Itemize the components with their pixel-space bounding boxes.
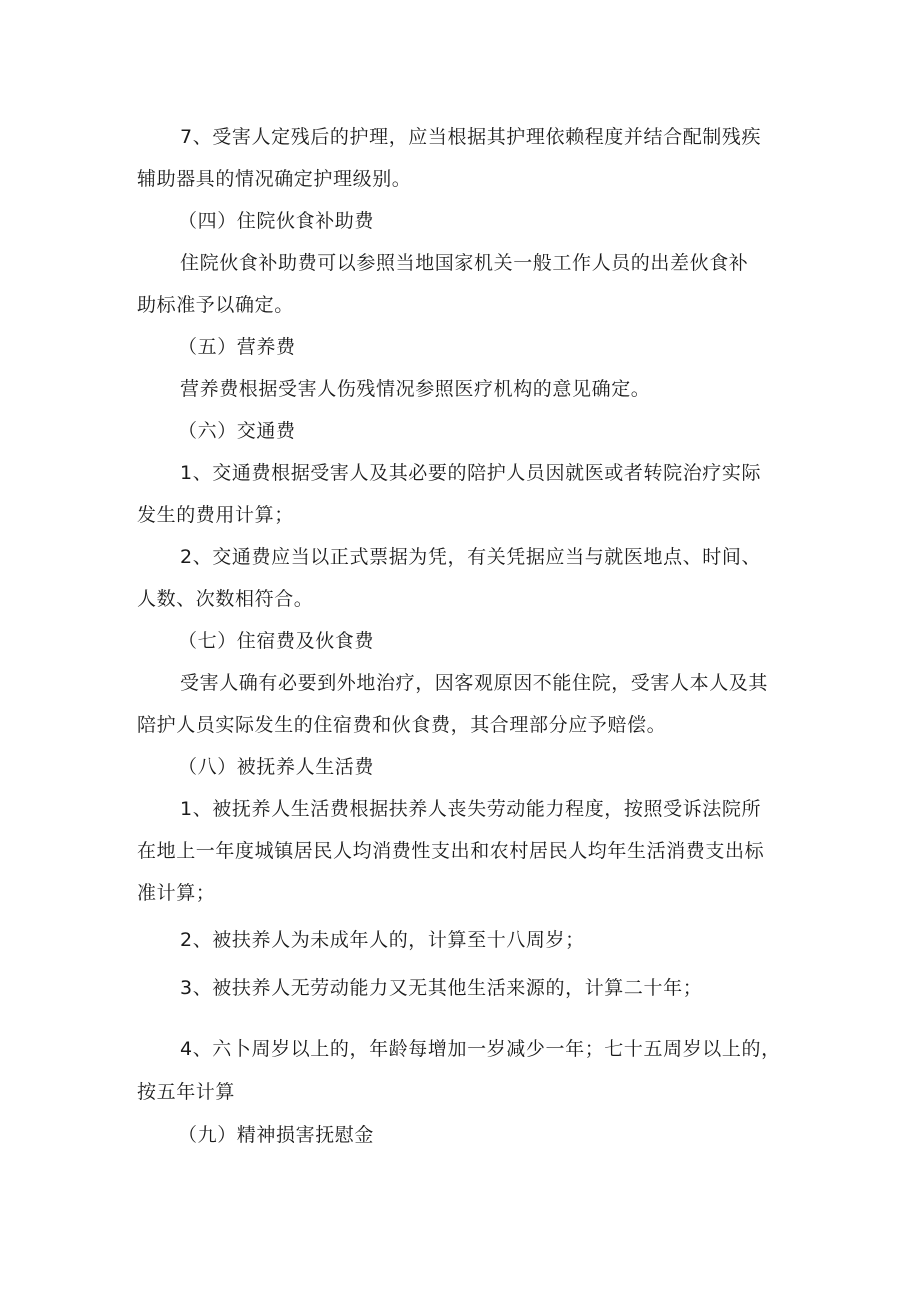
section-heading-lodging: （七）住宿费及伙食费	[178, 630, 375, 652]
text-line-dependents-1-cont: 在地上一年度城镇居民人均消费性支出和农村居民人均年生活消费支出标	[137, 840, 765, 862]
section-heading-transport: （六）交通费	[178, 420, 296, 442]
section-heading-nutrition: （五）营养费	[178, 336, 296, 358]
section-heading-dependents: （八）被抚养人生活费	[178, 756, 375, 778]
text-line-dependents-4: 4、六卜周岁以上的，年龄每增加一岁减少一年；七十五周岁以上的，	[180, 1038, 781, 1060]
section-heading-meal-subsidy: （四）住院伙食补助费	[178, 210, 375, 232]
text-line-meal-subsidy-cont: 助标准予以确定。	[137, 294, 294, 316]
text-line-nursing-7: 7、受害人定残后的护理，应当根据其护理依赖程度并结合配制残疾	[180, 126, 762, 148]
text-line-nursing-7-cont: 辅助器具的情况确定护理级别。	[137, 168, 412, 190]
text-line-meal-subsidy: 住院伙食补助费可以参照当地国家机关一般工作人员的出差伙食补	[180, 252, 749, 274]
text-line-transport-1-cont: 发生的费用计算；	[137, 504, 294, 526]
text-line-transport-2: 2、交通费应当以正式票据为凭，有关凭据应当与就医地点、时间、	[180, 546, 762, 568]
text-line-dependents-2: 2、被扶养人为未成年人的，计算至十八周岁；	[180, 929, 585, 951]
text-line-dependents-1-end: 准计算；	[137, 882, 216, 904]
text-line-lodging: 受害人确有必要到外地治疗，因客观原因不能住院，受害人本人及其	[180, 672, 769, 694]
text-line-transport-2-cont: 人数、次数相符合。	[137, 588, 314, 610]
text-line-nutrition: 营养费根据受害人伤残情况参照医疗机构的意见确定。	[180, 378, 651, 400]
text-line-dependents-4-cont: 按五年计算	[137, 1081, 236, 1103]
text-line-dependents-1: 1、被抚养人生活费根据扶养人丧失劳动能力程度，按照受诉法院所	[180, 798, 762, 820]
text-line-lodging-cont: 陪护人员实际发生的住宿费和伙食费，其合理部分应予赔偿。	[137, 714, 667, 736]
text-line-transport-1: 1、交通费根据受害人及其必要的陪护人员因就医或者转院治疗实际	[180, 462, 762, 484]
text-line-dependents-3: 3、被扶养人无劳动能力又无其他生活来源的，计算二十年；	[180, 977, 703, 999]
section-heading-mental-damage: （九）精神损害抚慰金	[178, 1124, 375, 1146]
